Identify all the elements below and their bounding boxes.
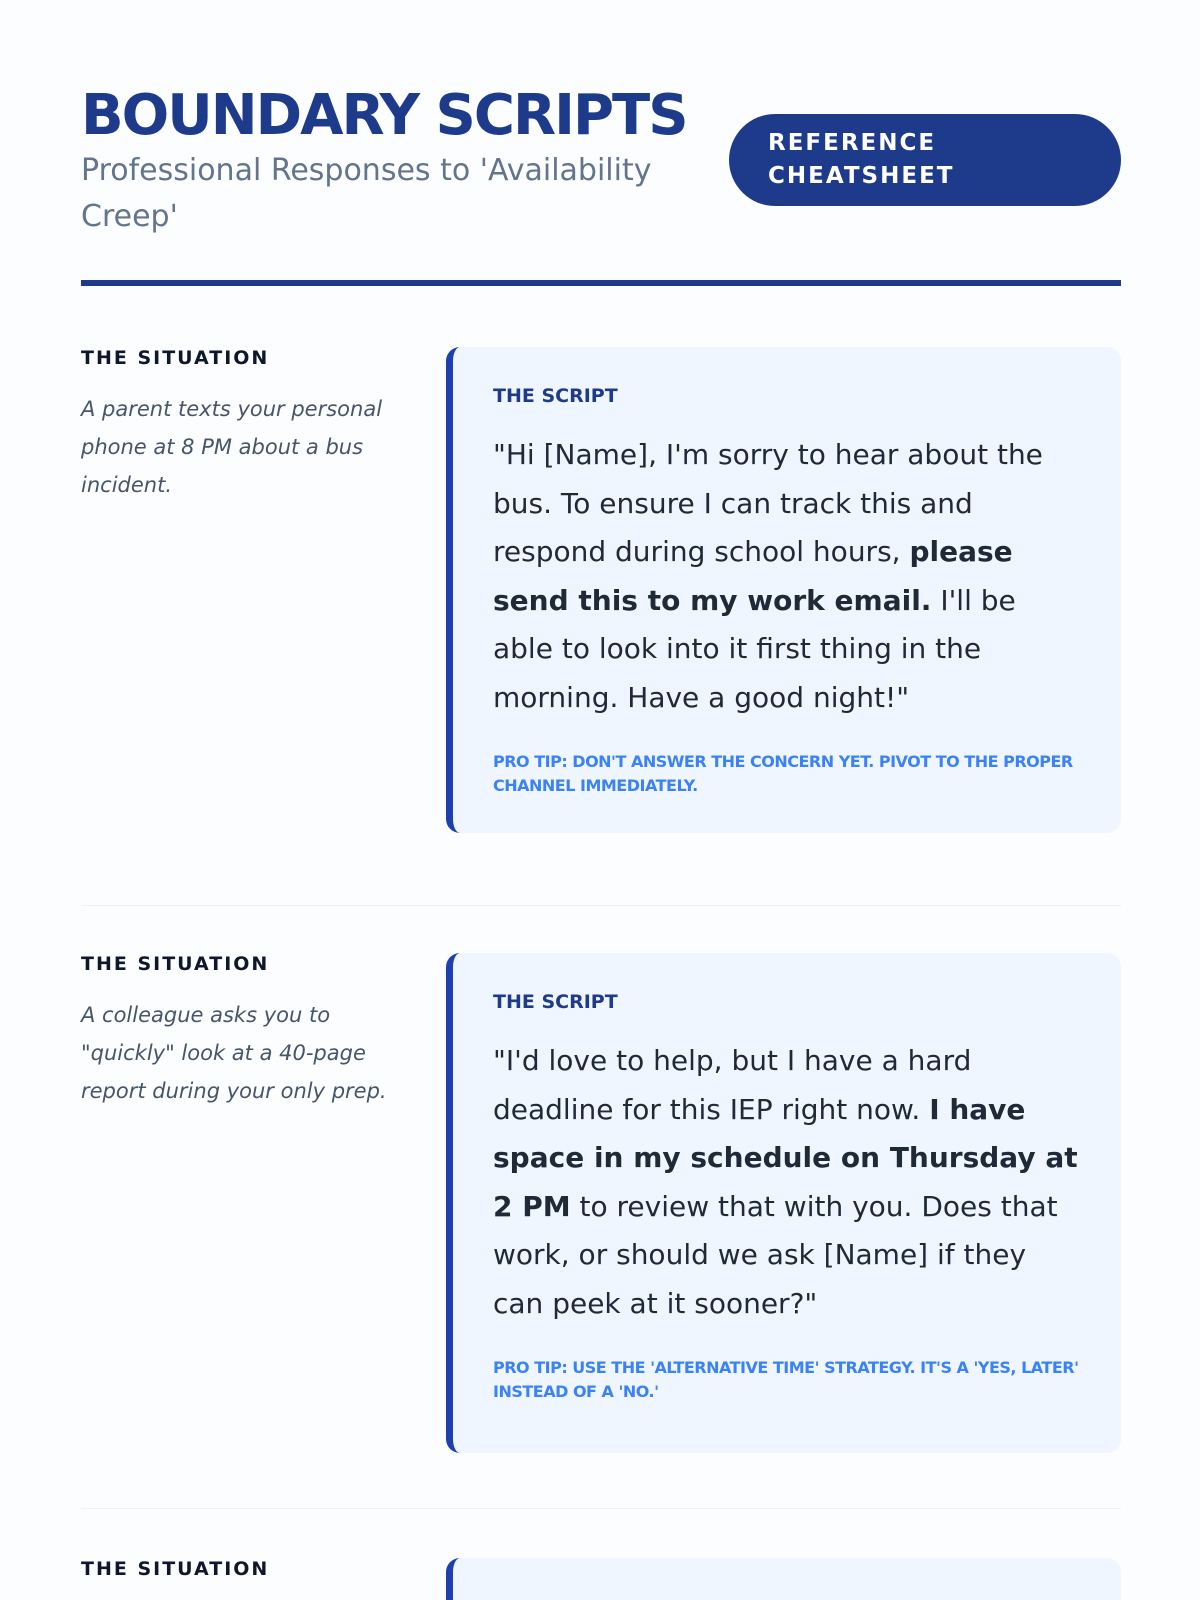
- script-text: [493, 431, 1081, 722]
- situation-label: THE SITUATION: [81, 953, 270, 975]
- situation-description: A parent texts your personal phone at 8 PM about a bus incident.: [81, 397, 383, 497]
- header-divider: [81, 280, 1121, 286]
- script-card: [446, 953, 1121, 1453]
- situation-column: [81, 347, 401, 504]
- page-header: [81, 84, 1121, 244]
- script-card: [446, 1558, 1121, 1600]
- script-text-emphasis: I have space in my schedule on Thursday at 2 PM: [493, 1092, 1078, 1223]
- page-title: BOUNDARY SCRIPTS: [81, 83, 687, 148]
- script-text-emphasis: please send this to my work email.: [493, 535, 1013, 617]
- script-text-part: "I'd love to help, but I have a hard deadline for this IEP right now.: [493, 1044, 972, 1126]
- situation-column: [81, 1558, 401, 1580]
- reference-badge: REFERENCE CHEATSHEET: [729, 114, 1121, 206]
- page-subtitle: Professional Responses to 'Availability Creep': [81, 153, 652, 234]
- script-text-part: I'll be able to look into it first thing in the morning. Have a good night!": [493, 583, 1016, 714]
- script-text-part: to review that with you. Does that work, or should we ask [Name] if they can peek at it sooner?": [493, 1189, 1058, 1320]
- pro-tip: PRO TIP: DON'T ANSWER THE CONCERN YET. PIVOT TO THE PROPER CHANNEL IMMEDIATELY.: [493, 752, 1073, 795]
- script-label: THE SCRIPT: [493, 991, 618, 1013]
- situation-column: [81, 953, 401, 1110]
- script-text-part: "Hi [Name], I'm sorry to hear about the bus. To ensure I can track this and respond during school hours,: [493, 438, 1043, 568]
- entry-divider: [81, 1508, 1121, 1509]
- situation-description: A colleague asks you to "quickly" look at a 40-page report during your only prep.: [81, 1003, 387, 1103]
- script-text: [493, 1037, 1081, 1328]
- situation-label: THE SITUATION: [81, 347, 270, 369]
- pro-tip: PRO TIP: USE THE 'ALTERNATIVE TIME' STRATEGY. IT'S A 'YES, LATER' INSTEAD OF A 'NO.': [493, 1358, 1079, 1401]
- entry-divider: [81, 905, 1121, 906]
- script-card: [446, 347, 1121, 833]
- situation-label: THE SITUATION: [81, 1558, 270, 1580]
- script-label: THE SCRIPT: [493, 385, 618, 407]
